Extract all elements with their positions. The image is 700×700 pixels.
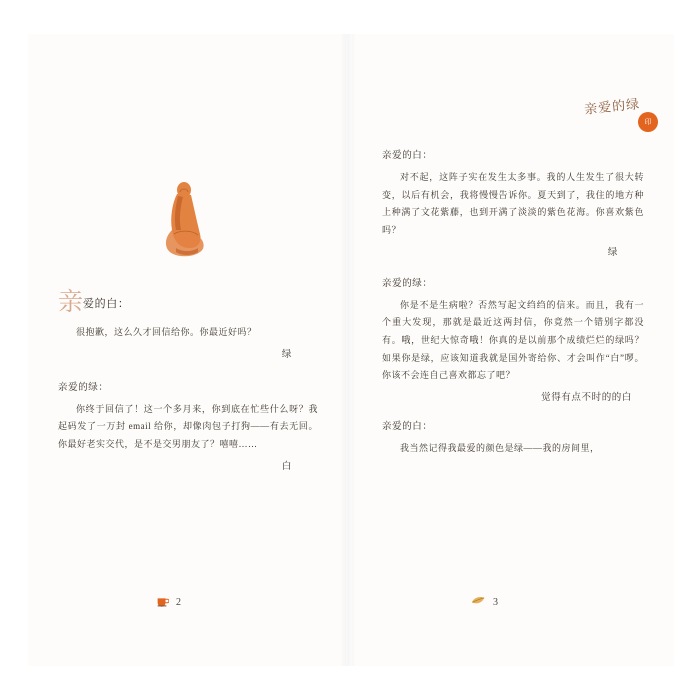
letter-salutation <box>58 290 318 315</box>
right-page-folio <box>470 594 498 610</box>
letter-body: 我当然记得我最爱的颜色是绿——我的房间里， <box>400 442 600 453</box>
leaf-icon <box>470 594 486 610</box>
page-number: 3 <box>493 596 498 608</box>
letter-block <box>382 421 644 458</box>
letter-body: 很抱歉，这么久才回信给你。你最近好吗？ <box>76 327 257 337</box>
letter-block <box>382 278 644 403</box>
corner-logo-text: 亲爱的绿 <box>583 96 641 117</box>
page-number: 2 <box>176 597 181 608</box>
cup-icon <box>155 594 169 611</box>
seal-icon: 印 <box>638 112 658 132</box>
letter-signature: 白 <box>281 461 292 472</box>
corner-logo <box>583 96 658 138</box>
letter-block <box>382 150 644 258</box>
letter-salutation: 亲爱的绿： <box>382 278 433 289</box>
seated-figure-illustration <box>150 178 220 268</box>
letter-signature: 觉得有点不时的的白 <box>541 392 632 403</box>
right-page-text-column <box>382 150 644 474</box>
letter-body: 你是不是生病啦？否然写起文绉绉的信来。而且，我有一个重大发现，那就是最近这两封信，你竟然一个错别字都没有。哦，世纪大惊奇哦！你真的是以前那个成绩烂烂的绿吗？如果你是绿，应该知道我就是国外寄给你、才会叫作“白”啰。你该不会连自己喜欢都忘了吧？ <box>382 299 644 381</box>
letter-salutation: 亲爱的白： <box>382 421 433 432</box>
letter-block <box>58 382 318 472</box>
book-gutter <box>340 34 356 666</box>
salutation-rest: 爱的白： <box>83 298 130 310</box>
letter-signature: 绿 <box>281 349 292 360</box>
drop-cap: 亲 <box>58 289 84 316</box>
left-page-text-column <box>58 290 318 488</box>
letter-block <box>58 290 318 360</box>
letter-salutation: 亲爱的白： <box>382 151 433 161</box>
letter-body: 对不起，这阵子实在发生太多事。我的人生发生了很大转变，以后有机会，我将慢慢告诉你。夏天到了，我住的地方种上种满了文花紫藤，也到开满了淡淡的紫色花海。你喜欢紫色吗？ <box>382 172 644 235</box>
letter-salutation: 亲爱的绿： <box>58 382 109 393</box>
letter-signature: 绿 <box>607 247 618 258</box>
letter-body: 你终于回信了！这一个多月来，你到底在忙些什么呀？我起码发了一万封 email 给你，却像肉包子打狗——有去无回。你最好老实交代，是不是交男朋友了？嘻嘻…… <box>58 403 318 449</box>
left-page-folio <box>155 594 181 611</box>
